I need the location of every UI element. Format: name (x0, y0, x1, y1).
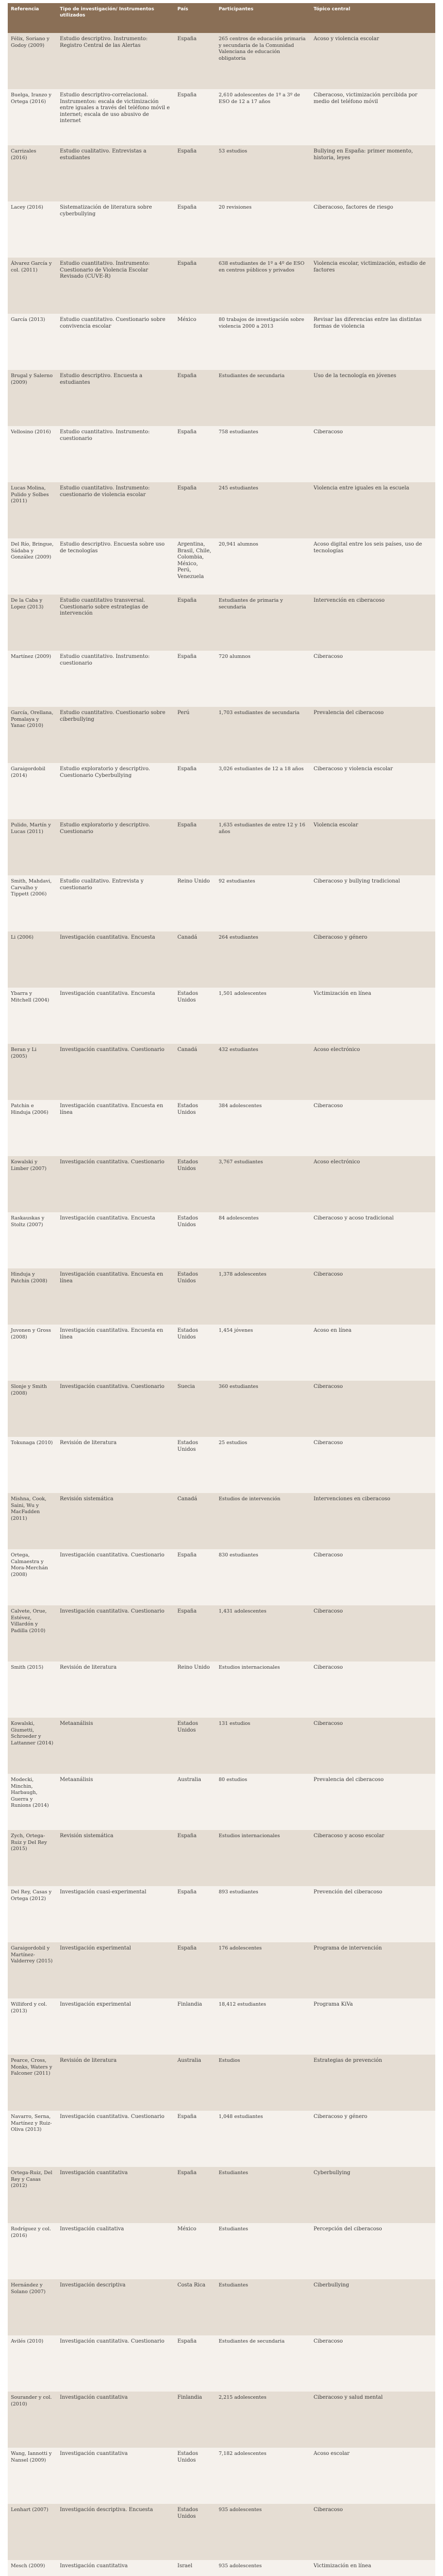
cell-reference: Zych, Ortega-Ruiz y Del Rey (2015) (8, 1830, 57, 1886)
cell-reference: Sourander y col. (2010) (8, 2392, 57, 2448)
cell-reference: Ortega, Calmaestra y Mora-Merchán (2008) (8, 1549, 57, 1605)
table-row (8, 258, 435, 314)
cell-research-type: Estudio exploratorio y descriptivo. Cuestionario Cyberbullying (57, 763, 174, 819)
cell-country: España (174, 763, 216, 819)
table-row (8, 1774, 435, 1830)
cell-reference: Ybarra y Mitchell (2004) (8, 988, 57, 1044)
cell-participants: 245 estudiantes (216, 482, 310, 538)
cell-participants: 1,635 estudiantes de entre 12 y 16 años (216, 819, 310, 875)
table-row (8, 1830, 435, 1886)
cell-research-type: Estudio cuantitativo. Instrumento: cuestionario (57, 426, 174, 482)
cell-participants: 432 estudiantes (216, 1044, 310, 1100)
cell-reference: Lacey (2016) (8, 201, 57, 258)
cell-country: España (174, 370, 216, 426)
cell-participants: 1,431 adolescentes (216, 1605, 310, 1662)
table-row (8, 314, 435, 370)
table-row (8, 1493, 435, 1549)
cell-reference: Del Rey, Casas y Ortega (2012) (8, 1886, 57, 1942)
cell-country: Reino Unido (174, 875, 216, 931)
cell-topic: Prevención del ciberacoso (310, 1886, 435, 1942)
cell-research-type: Investigación cuantitativa. Cuestionario (57, 1044, 174, 1100)
table-row (8, 2279, 435, 2335)
cell-participants: 25 estudios (216, 1437, 310, 1493)
cell-participants: 20 revisiones (216, 201, 310, 258)
cell-topic: Prevalencia del ciberacoso (310, 707, 435, 763)
cell-country: España (174, 1549, 216, 1605)
cell-country: Australia (174, 1774, 216, 1830)
cell-reference: Smith (2015) (8, 1662, 57, 1718)
cell-topic: Ciberacoso (310, 651, 435, 707)
cell-country: Estados Unidos (174, 1156, 216, 1212)
cell-research-type: Investigación cuantitativa. Cuestionario (57, 2335, 174, 2392)
table-row (8, 651, 435, 707)
cell-reference: Carrizales (2016) (8, 145, 57, 201)
cell-country: Estados Unidos (174, 988, 216, 1044)
table-row (8, 482, 435, 538)
cell-country: España (174, 258, 216, 314)
cell-topic: Ciberacoso, factores de riesgo (310, 201, 435, 258)
cell-country: Costa Rica (174, 2279, 216, 2335)
studies-table (8, 3, 435, 2576)
table-header (8, 3, 435, 33)
cell-participants: Estudios de intervención (216, 1493, 310, 1549)
cell-research-type: Estudio exploratorio y descriptivo. Cuestionario (57, 819, 174, 875)
cell-participants: 80 estudios (216, 1774, 310, 1830)
cell-research-type: Investigación cuantitativa. Encuesta (57, 1212, 174, 1268)
header-participants: Participantes (216, 3, 310, 33)
table-row (8, 145, 435, 201)
cell-country: Estados Unidos (174, 2504, 216, 2560)
table-row (8, 1662, 435, 1718)
cell-research-type: Estudio cualitativo. Entrevistas a estudiantes (57, 145, 174, 201)
cell-country: México (174, 314, 216, 370)
cell-topic: Ciberacoso (310, 1381, 435, 1437)
cell-participants: 935 adolescentes (216, 2504, 310, 2560)
cell-participants: 893 estudiantes (216, 1886, 310, 1942)
cell-participants: Estudios (216, 2055, 310, 2111)
cell-research-type: Investigación cualitativa (57, 2223, 174, 2279)
cell-research-type: Investigación cuasi-experimental (57, 1886, 174, 1942)
cell-topic: Percepción del ciberacoso (310, 2223, 435, 2279)
cell-topic: Prevalencia del ciberacoso (310, 1774, 435, 1830)
cell-reference: García (2013) (8, 314, 57, 370)
cell-participants: 176 adolescentes (216, 1942, 310, 1998)
cell-reference: Juvonen y Gross (2008) (8, 1325, 57, 1381)
cell-topic: Cyberbullying (310, 2167, 435, 2223)
table-body (8, 33, 435, 2576)
cell-country: España (174, 651, 216, 707)
table-row (8, 201, 435, 258)
cell-reference: Pearce, Cross, Monks, Waters y Falconer (2011) (8, 2055, 57, 2111)
cell-topic: Acoso electrónico (310, 1044, 435, 1100)
cell-country: España (174, 482, 216, 538)
cell-research-type: Revisión de literatura (57, 2055, 174, 2111)
cell-research-type: Revisión de literatura (57, 1437, 174, 1493)
cell-research-type: Investigación cuantitativa. Cuestionario (57, 1549, 174, 1605)
cell-participants: 80 trabajos de investigación sobre violencia 2000 a 2013 (216, 314, 310, 370)
cell-topic: Ciberacoso (310, 1718, 435, 1774)
cell-research-type: Investigación cuantitativa. Cuestionario (57, 1156, 174, 1212)
table-row (8, 1044, 435, 1100)
cell-participants: 53 estudios (216, 145, 310, 201)
cell-topic: Ciberacoso (310, 1605, 435, 1662)
cell-topic: Programa KiVa (310, 1998, 435, 2055)
cell-participants: 1,501 adolescentes (216, 988, 310, 1044)
cell-reference: Brugal y Salerno (2009) (8, 370, 57, 426)
cell-research-type: Investigación cuantitativa. Cuestionario (57, 1605, 174, 1662)
table-row (8, 2504, 435, 2560)
cell-topic: Ciberacoso y violencia escolar (310, 763, 435, 819)
cell-topic: Acoso electrónico (310, 1156, 435, 1212)
cell-reference: Raskauskas y Stoltz (2007) (8, 1212, 57, 1268)
table-row (8, 89, 435, 145)
cell-country: España (174, 819, 216, 875)
cell-research-type: Investigación cuantitativa. Encuesta en línea (57, 1100, 174, 1156)
cell-participants: 1,703 estudiantes de secundaria (216, 707, 310, 763)
cell-country: España (174, 595, 216, 651)
cell-reference: Martínez (2009) (8, 651, 57, 707)
cell-topic: Ciberacoso, victimización percibida por medio del teléfono móvil (310, 89, 435, 145)
cell-country: Israel (174, 2560, 216, 2576)
cell-reference: Mesch (2009) (8, 2560, 57, 2576)
cell-reference: Del Río, Bringue, Sádaba y González (2009) (8, 538, 57, 595)
cell-country: España (174, 201, 216, 258)
cell-research-type: Investigación descriptiva (57, 2279, 174, 2335)
cell-reference: Garaigordobil y Martínez-Valderrey (2015) (8, 1942, 57, 1998)
cell-research-type: Estudio cualitativo. Entrevista y cuestionario (57, 875, 174, 931)
cell-participants: 2,610 adolescentes de 1º a 3º de ESO de 12 a 17 años (216, 89, 310, 145)
cell-reference: Lenhart (2007) (8, 2504, 57, 2560)
cell-research-type: Investigación cuantitativa. Encuesta (57, 931, 174, 988)
cell-participants: 384 adolescentes (216, 1100, 310, 1156)
cell-country: Estados Unidos (174, 1100, 216, 1156)
table-row (8, 595, 435, 651)
cell-country: España (174, 2111, 216, 2167)
cell-topic: Uso de la tecnología en jóvenes (310, 370, 435, 426)
cell-topic: Ciberbullying (310, 2279, 435, 2335)
cell-research-type: Investigación cuantitativa. Encuesta en línea (57, 1268, 174, 1325)
cell-research-type: Estudio cuantitativo. Instrumento: cuestionario (57, 651, 174, 707)
cell-participants: 18,412 estudiantes (216, 1998, 310, 2055)
cell-research-type: Investigación cuantitativa. Cuestionario (57, 1381, 174, 1437)
cell-research-type: Investigación cuantitativa (57, 2167, 174, 2223)
cell-research-type: Revisión sistemática (57, 1830, 174, 1886)
cell-participants: Estudiantes de primaria y secundaria (216, 595, 310, 651)
table-row (8, 931, 435, 988)
cell-reference: Beran y Li (2005) (8, 1044, 57, 1100)
cell-reference: Navarro, Serna, Martínez y Ruiz-Oliva (2013) (8, 2111, 57, 2167)
cell-country: España (174, 145, 216, 201)
cell-topic: Acoso en línea (310, 1325, 435, 1381)
cell-topic: Ciberacoso y salud mental (310, 2392, 435, 2448)
cell-country: Canadá (174, 931, 216, 988)
cell-topic: Programa de intervención (310, 1942, 435, 1998)
table-row (8, 1212, 435, 1268)
cell-topic: Acoso escolar (310, 2448, 435, 2504)
cell-reference: Calvete, Orue, Estévez, Villardón y Padilla (2010) (8, 1605, 57, 1662)
cell-participants: Estudios internacionales (216, 1662, 310, 1718)
cell-country: España (174, 1886, 216, 1942)
cell-country: España (174, 33, 216, 89)
cell-reference: Kowalski y Limber (2007) (8, 1156, 57, 1212)
cell-reference: Vellosino (2016) (8, 426, 57, 482)
cell-reference: Smith, Mahdavi, Carvalho y Tippett (2006) (8, 875, 57, 931)
cell-reference: Wang, Iannotti y Nansel (2009) (8, 2448, 57, 2504)
cell-reference: Avilés (2010) (8, 2335, 57, 2392)
cell-reference: Kowalski, Giumetti, Schroeder y Lattanner (2014) (8, 1718, 57, 1774)
cell-research-type: Investigación cuantitativa. Encuesta (57, 988, 174, 1044)
cell-country: España (174, 426, 216, 482)
header-reference: Referencia (8, 3, 57, 33)
cell-country: México (174, 2223, 216, 2279)
cell-country: Estados Unidos (174, 1212, 216, 1268)
cell-reference: Rodríguez y col. (2016) (8, 2223, 57, 2279)
table-row (8, 2448, 435, 2504)
table-row (8, 1156, 435, 1212)
cell-research-type: Investigación cuantitativa. Encuesta en línea (57, 1325, 174, 1381)
cell-country: Estados Unidos (174, 1325, 216, 1381)
table-row (8, 2055, 435, 2111)
cell-topic: Ciberacoso y acoso tradicional (310, 1212, 435, 1268)
cell-participants: Estudiantes (216, 2279, 310, 2335)
cell-participants: 92 estudiantes (216, 875, 310, 931)
table-row (8, 2560, 435, 2576)
cell-country: Estados Unidos (174, 2448, 216, 2504)
table-row (8, 1437, 435, 1493)
cell-research-type: Metaanálisis (57, 1774, 174, 1830)
cell-participants: 1,378 adolescentes (216, 1268, 310, 1325)
table-row (8, 426, 435, 482)
table-row (8, 1605, 435, 1662)
cell-country: Finlandia (174, 1998, 216, 2055)
table-row (8, 538, 435, 595)
cell-country: Reino Unido (174, 1662, 216, 1718)
cell-reference: Modecki, Minchin, Harbaugh, Guerra y Runions (2014) (8, 1774, 57, 1830)
table-row (8, 2335, 435, 2392)
cell-research-type: Estudio descriptivo. Instrumento: Registro Central de las Alertas (57, 33, 174, 89)
cell-country: Estados Unidos (174, 1718, 216, 1774)
cell-research-type: Investigación cuantitativa (57, 2560, 174, 2576)
cell-reference: Tokunaga (2010) (8, 1437, 57, 1493)
cell-topic: Victimización en línea (310, 2560, 435, 2576)
cell-topic: Intervenciones en ciberacoso (310, 1493, 435, 1549)
cell-topic: Ciberacoso (310, 426, 435, 482)
cell-research-type: Estudio descriptivo-correlacional. Instrumentos: escala de victimización entre iguales a través del teléfono móvil e internet; escala de uso abusivo de internet (57, 89, 174, 145)
cell-participants: 1,048 estudiantes (216, 2111, 310, 2167)
cell-research-type: Investigación cuantitativa (57, 2448, 174, 2504)
document-page (8, 0, 435, 2576)
cell-participants: 20,941 alumnos (216, 538, 310, 595)
cell-participants: 1,454 jóvenes (216, 1325, 310, 1381)
cell-country: España (174, 89, 216, 145)
cell-research-type: Metaanálisis (57, 1718, 174, 1774)
table-row (8, 2167, 435, 2223)
cell-participants: Estudiantes (216, 2167, 310, 2223)
cell-reference: Ortega-Ruiz, Del Rey y Casas (2012) (8, 2167, 57, 2223)
cell-reference: Mishna, Cook, Saini, Wu y MacFadden (2011) (8, 1493, 57, 1549)
table-row (8, 988, 435, 1044)
cell-research-type: Investigación descriptiva. Encuesta (57, 2504, 174, 2560)
cell-country: Perú (174, 707, 216, 763)
cell-country: Estados Unidos (174, 1437, 216, 1493)
cell-topic: Revisar las diferencias entre las distintas formas de violencia (310, 314, 435, 370)
cell-topic: Ciberacoso (310, 1437, 435, 1493)
header-research-type: Tipo de investigación/ Instrumentos utilizados (57, 3, 174, 33)
table-row (8, 763, 435, 819)
cell-participants: 265 centros de educación primaria y secundaria de la Comunidad Valenciana de educación obligatoria (216, 33, 310, 89)
cell-country: Canadá (174, 1044, 216, 1100)
cell-research-type: Estudio cuantitativo transversal. Cuestionario sobre estrategias de intervención (57, 595, 174, 651)
cell-topic: Violencia escolar, victimización, estudio de factores (310, 258, 435, 314)
cell-research-type: Estudio cuantitativo. Instrumento: Cuestionario de Violencia Escolar Revisado (CUVE-R) (57, 258, 174, 314)
cell-research-type: Investigación cuantitativa (57, 2392, 174, 2448)
cell-participants: 7,182 adolescentes (216, 2448, 310, 2504)
cell-participants: 758 estudiantes (216, 426, 310, 482)
cell-participants: 720 alumnos (216, 651, 310, 707)
cell-topic: Victimización en línea (310, 988, 435, 1044)
cell-topic: Ciberacoso (310, 1662, 435, 1718)
cell-topic: Ciberacoso (310, 1100, 435, 1156)
cell-country: España (174, 1830, 216, 1886)
cell-research-type: Investigación experimental (57, 1998, 174, 2055)
cell-country: Estados Unidos (174, 1268, 216, 1325)
cell-participants: 131 estudios (216, 1718, 310, 1774)
cell-research-type: Estudio cuantitativo. Cuestionario sobre convivencia escolar (57, 314, 174, 370)
cell-reference: Patchin e Hinduja (2006) (8, 1100, 57, 1156)
header-row (8, 3, 435, 33)
cell-country: Canadá (174, 1493, 216, 1549)
cell-participants: 935 adolescentes (216, 2560, 310, 2576)
cell-topic: Acoso digital entre los seis países, uso de tecnologías (310, 538, 435, 595)
table-row (8, 33, 435, 89)
cell-topic: Ciberacoso (310, 1549, 435, 1605)
cell-reference: Li (2006) (8, 931, 57, 988)
table-row (8, 1549, 435, 1605)
table-row (8, 370, 435, 426)
cell-reference: Lucas Molina, Pulido y Solbes (2011) (8, 482, 57, 538)
cell-reference: Álvarez García y col. (2011) (8, 258, 57, 314)
cell-participants: Estudios internacionales (216, 1830, 310, 1886)
table-row (8, 2223, 435, 2279)
cell-participants: 3,026 estudiantes de 12 a 18 años (216, 763, 310, 819)
cell-participants: 360 estudiantes (216, 1381, 310, 1437)
table-row (8, 875, 435, 931)
cell-topic: Violencia entre iguales en la escuela (310, 482, 435, 538)
table-row (8, 2392, 435, 2448)
cell-topic: Violencia escolar (310, 819, 435, 875)
cell-topic: Ciberacoso y género (310, 931, 435, 988)
cell-country: España (174, 1605, 216, 1662)
cell-reference: De la Caba y Lopez (2013) (8, 595, 57, 651)
cell-research-type: Estudio descriptivo. Encuesta a estudiantes (57, 370, 174, 426)
header-country: País (174, 3, 216, 33)
cell-reference: Williford y col. (2013) (8, 1998, 57, 2055)
cell-country: Finlandia (174, 2392, 216, 2448)
cell-reference: Garaigordobil (2014) (8, 763, 57, 819)
cell-topic: Ciberacoso (310, 1268, 435, 1325)
cell-research-type: Estudio cuantitativo. Cuestionario sobre ciberbullying (57, 707, 174, 763)
cell-topic: Ciberacoso y acoso escolar (310, 1830, 435, 1886)
header-central-topic: Tópico central (310, 3, 435, 33)
cell-reference: Slonje y Smith (2008) (8, 1381, 57, 1437)
cell-participants: 830 estudiantes (216, 1549, 310, 1605)
cell-topic: Ciberacoso (310, 2335, 435, 2392)
cell-reference: Hernández y Solano (2007) (8, 2279, 57, 2335)
cell-topic: Bullying en España: primer momento, historia, leyes (310, 145, 435, 201)
cell-research-type: Revisión de literatura (57, 1662, 174, 1718)
cell-topic: Acoso y violencia escolar (310, 33, 435, 89)
cell-topic: Estrategias de prevención (310, 2055, 435, 2111)
cell-participants: 638 estudiantes de 1º a 4º de ESO en centros públicos y privados (216, 258, 310, 314)
table-row (8, 707, 435, 763)
table-row (8, 1886, 435, 1942)
cell-reference: Buelga, Iranzo y Ortega (2016) (8, 89, 57, 145)
cell-research-type: Sistematización de literatura sobre cyberbullying (57, 201, 174, 258)
table-row (8, 1998, 435, 2055)
cell-participants: Estudiantes de secundaria (216, 370, 310, 426)
cell-reference: Pulido, Martín y Lucas (2011) (8, 819, 57, 875)
cell-participants: 264 estudiantes (216, 931, 310, 988)
cell-topic: Ciberacoso (310, 2504, 435, 2560)
table-row (8, 2111, 435, 2167)
cell-research-type: Investigación cuantitativa. Cuestionario (57, 2111, 174, 2167)
cell-participants: Estudiantes de secundaria (216, 2335, 310, 2392)
cell-country: España (174, 1942, 216, 1998)
cell-country: España (174, 2167, 216, 2223)
cell-participants: 84 adolescentes (216, 1212, 310, 1268)
cell-topic: Intervención en ciberacoso (310, 595, 435, 651)
cell-reference: Félix, Soriano y Godoy (2009) (8, 33, 57, 89)
table-row (8, 1718, 435, 1774)
table-row (8, 819, 435, 875)
cell-participants: 3,767 estudiantes (216, 1156, 310, 1212)
cell-reference: Hinduja y Patchin (2008) (8, 1268, 57, 1325)
cell-country: España (174, 2335, 216, 2392)
cell-participants: Estudiantes (216, 2223, 310, 2279)
cell-reference: García, Orellana, Pomalaya y Yanac (2010) (8, 707, 57, 763)
table-row (8, 1100, 435, 1156)
table-row (8, 1942, 435, 1998)
cell-research-type: Revisión sistemática (57, 1493, 174, 1549)
table-row (8, 1268, 435, 1325)
cell-country: Australia (174, 2055, 216, 2111)
cell-research-type: Estudio cuantitativo. Instrumento: cuestionario de violencia escolar (57, 482, 174, 538)
cell-topic: Ciberacoso y género (310, 2111, 435, 2167)
cell-research-type: Investigación experimental (57, 1942, 174, 1998)
cell-research-type: Estudio descriptivo. Encuesta sobre uso de tecnologías (57, 538, 174, 595)
cell-topic: Ciberacoso y bullying tradicional (310, 875, 435, 931)
table-row (8, 1381, 435, 1437)
cell-country: Suecia (174, 1381, 216, 1437)
table-row (8, 1325, 435, 1381)
cell-country: Argentina, Brasil, Chile, Colombia, México, Perú, Venezuela (174, 538, 216, 595)
cell-participants: 2,215 adolescentes (216, 2392, 310, 2448)
